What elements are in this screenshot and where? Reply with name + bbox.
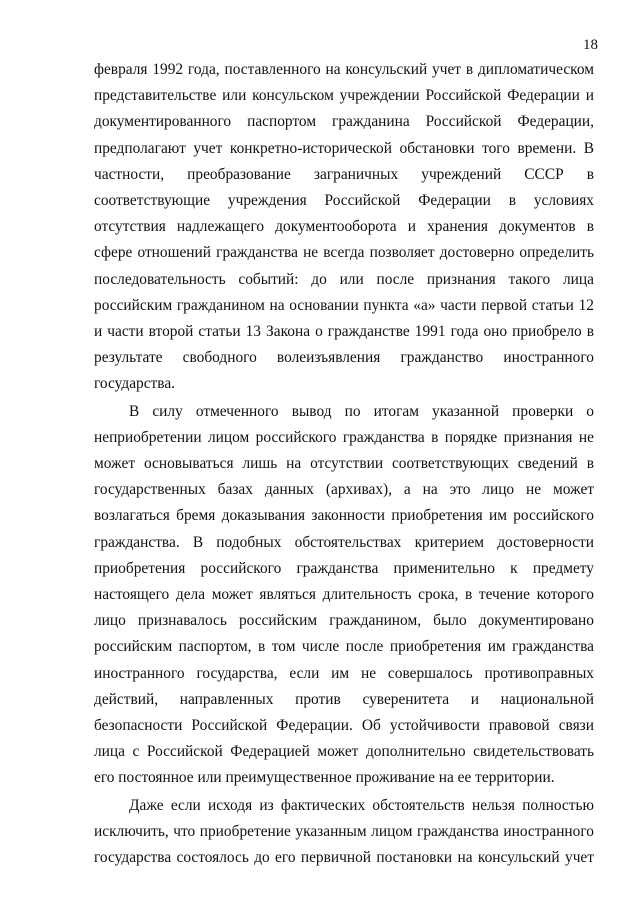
text-line: последовательность событий: до или после признания такого лица [94,271,594,288]
text-line: российским гражданином на основании пункта «а» части первой статьи 12 [94,297,594,314]
text-line: сфере отношений гражданства не всегда позволяет достоверно определить [94,244,594,261]
text-line: частности, преобразование заграничных учреждений СССР в [94,166,594,183]
text-line: иностранного государства, если им не совершалось противоправных [94,665,594,682]
text-line: может основываться лишь на отсутствии соответствующих сведений в [94,455,594,472]
text-line: лица с Российской Федерацией может дополнительно свидетельствовать [94,743,594,760]
text-line: государства. [94,375,176,392]
text-line: и части второй статьи 13 Закона о гражданстве 1991 года оно приобрело в [94,323,594,340]
text-line: соответствующие учреждения Российской Федерации в условиях [94,192,594,209]
text-line: гражданства. В подобных обстоятельствах критерием достоверности [94,534,594,551]
text-line: результате свободного волеизъявления гражданство иностранного [94,349,594,366]
page-number: 18 [583,37,598,53]
text-line: возлагаться бремя доказывания законности приобретения им российского [94,507,594,524]
text-line: приобретения российского гражданства применительно к предмету [94,560,594,577]
text-line: Даже если исходя из фактических обстоятельств нельзя полностью [129,797,594,814]
text-line: отсутствия надлежащего документооборота и хранения документов в [94,218,594,235]
text-line: российским паспортом, в том числе после приобретения им гражданства [94,638,594,655]
text-line: безопасности Российской Федерации. Об устойчивости правовой связи [94,717,594,734]
text-line: его постоянное или преимущественное проживание на ее территории. [94,769,555,786]
text-line: документированного паспортом гражданина Российской Федерации, [94,113,594,130]
text-line: настоящего дела может являться длительность срока, в течение которого [94,586,594,603]
text-line: февраля 1992 года, поставленного на консульский учет в дипломатическом [94,61,594,78]
text-line: предполагают учет конкретно-исторической обстановки того времени. В [94,140,594,157]
text-line: исключить, что приобретение указанным лицом гражданства иностранного [94,823,594,840]
text-line: неприобретении лицом российского гражданства в порядке признания не [94,429,594,446]
text-line: действий, направленных против суверенитета и национальной [94,691,594,708]
text-line: государства состоялось до его первичной постановки на консульский учет [94,849,594,866]
text-line: лицо признавалось российским гражданином, было документировано [94,612,594,629]
text-line: В силу отмеченного вывод по итогам указанной проверки о [129,403,594,420]
text-line: государственных базах данных (архивах), а на это лицо не может [94,481,594,498]
text-line: представительстве или консульском учреждении Российской Федерации и [94,87,594,104]
